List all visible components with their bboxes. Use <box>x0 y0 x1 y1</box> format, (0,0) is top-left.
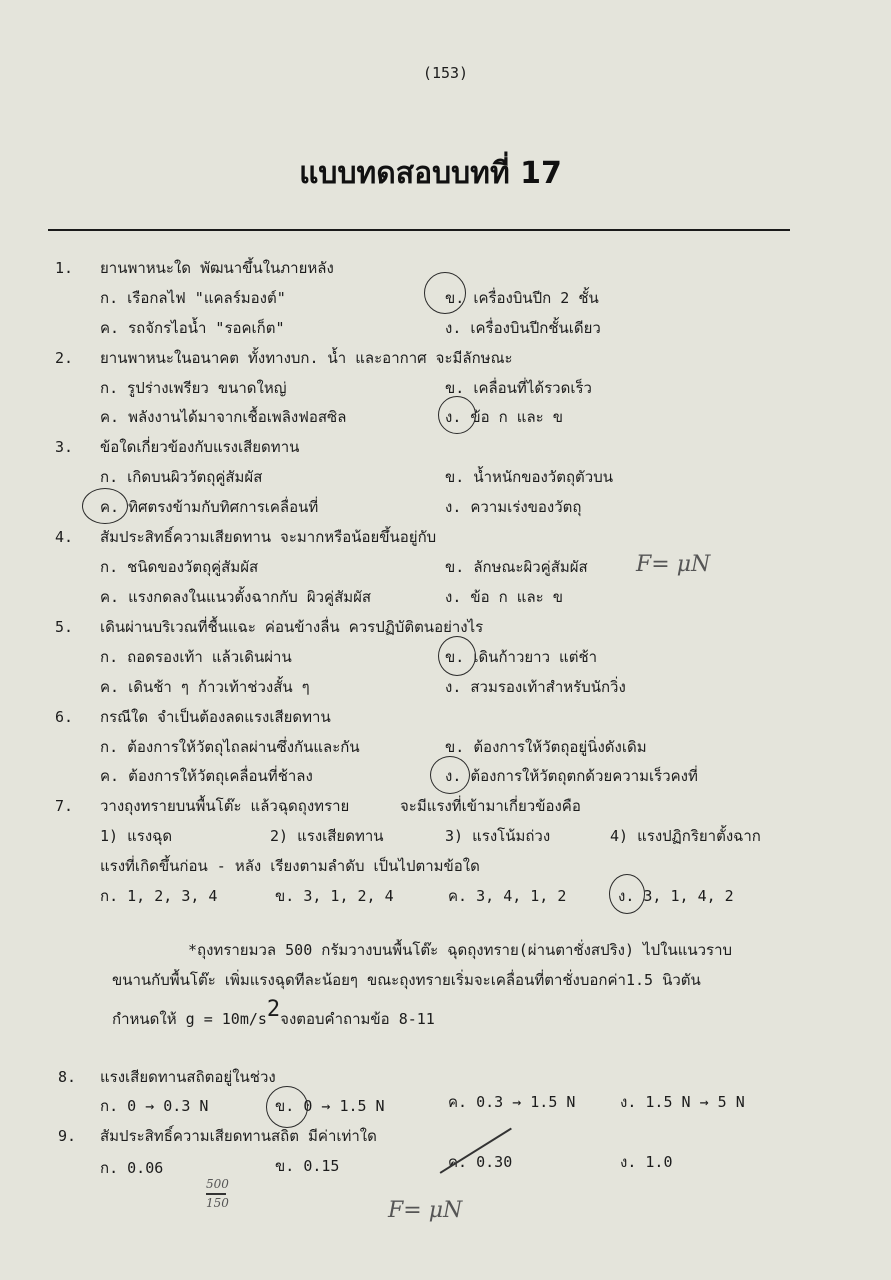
question-text: แรงเสียดทานสถิตอยู่ในช่วง <box>100 1068 276 1086</box>
question-number: 6. <box>55 708 74 726</box>
answer-circle-q1 <box>424 272 466 314</box>
question-number: 8. <box>58 1068 77 1086</box>
answer-circle-q6 <box>430 756 470 794</box>
choice-c: ค. 0.30 <box>448 1153 513 1171</box>
handwritten-fraction-bottom: 150 <box>206 1196 229 1210</box>
question-text: สัมประสิทธิ์ความเสียดทานสถิต มีค่าเท่าใด <box>100 1127 377 1145</box>
question-text-continued: จะมีแรงที่เข้ามาเกี่ยวข้องคือ <box>400 797 581 815</box>
question-number: 9. <box>58 1127 77 1145</box>
choice-c: ค. 0.3 → 1.5 N <box>448 1093 576 1111</box>
choice-b: ข. น้ำหนักของวัตถุตัวบน <box>445 468 613 486</box>
choice-c: ค. แรงกดลงในแนวตั้งฉากกับ ผิวคู่สัมผัส <box>100 588 372 606</box>
choice-a: ก. 0.06 <box>100 1159 164 1177</box>
choice-c: ค. 3, 4, 1, 2 <box>448 887 567 905</box>
choice-a: ก. ถอดรองเท้า แล้วเดินผ่าน <box>100 648 292 666</box>
choice-d: ง. ต้องการให้วัตถุตกด้วยความเร็วคงที่ <box>445 767 698 785</box>
choice-a: ก. เรือกลไฟ "แคลร์มองต์" <box>100 289 286 307</box>
choice-c: ค. พลังงานได้มาจากเชื้อเพลิงฟอสซิล <box>100 408 347 426</box>
choice-b: ข. เครื่องบินปีก 2 ชั้น <box>445 289 599 307</box>
note-line-1: *ถุงทรายมวล 500 กรัมวางบนพื้นโต๊ะ ฉุดถุงทราย(ผ่านตาชั่งสปริง) ไปในแนวราบ <box>188 941 733 959</box>
question-number: 5. <box>55 618 74 636</box>
question-number: 4. <box>55 528 74 546</box>
fraction-bar <box>206 1193 226 1195</box>
force-item-4: 4) แรงปฏิกริยาตั้งฉาก <box>610 827 761 845</box>
choice-d: ง. ข้อ ก และ ข <box>445 588 563 606</box>
note-line-3-start: กำหนดให้ g = 10m/s <box>112 1010 267 1028</box>
choice-b: ข. 3, 1, 2, 4 <box>275 887 394 905</box>
handwritten-formula-q4: F= μN <box>636 552 711 577</box>
question-number: 3. <box>55 438 74 456</box>
question-text: ยานพาหนะใด พัฒนาขึ้นในภายหลัง <box>100 259 334 277</box>
note-line-2: ขนานกับพื้นโต๊ะ เพิ่มแรงฉุดทีละน้อยๆ ขณะถุงทรายเริ่มจะเคลื่อนที่ตาชั่งบอกค่า1.5 นิวตัน <box>112 971 701 989</box>
choice-b: ข. เดินก้าวยาว แต่ช้า <box>445 648 598 666</box>
choice-d: ง. ข้อ ก และ ข <box>445 408 563 426</box>
answer-circle-q7 <box>609 874 645 914</box>
question-text: ยานพาหนะในอนาคต ทั้งทางบก. น้ำ และอากาศ จะมีลักษณะ <box>100 349 513 367</box>
question-text: วางถุงทรายบนพื้นโต๊ะ แล้วฉุดถุงทราย <box>100 797 350 815</box>
choice-a: ก. รูปร่างเพรียว ขนาดใหญ่ <box>100 379 287 397</box>
choice-d: ง. 1.5 N → 5 N <box>620 1093 745 1111</box>
answer-circle-q2 <box>438 396 476 434</box>
choice-d: ง. ความเร่งของวัตถุ <box>445 498 582 516</box>
choice-b: ข. ต้องการให้วัตถุอยู่นิ่งดังเดิม <box>445 738 647 756</box>
choice-c: ค. รถจักรไอน้ำ "รอคเก็ต" <box>100 319 285 337</box>
question-number: 7. <box>55 797 74 815</box>
choice-b: ข. ลักษณะผิวคู่สัมผัส <box>445 558 588 576</box>
choice-b: ข. เคลื่อนที่ได้รวดเร็ว <box>445 379 592 397</box>
question-number: 1. <box>55 259 74 277</box>
choice-b: ข. 0 → 1.5 N <box>275 1097 385 1115</box>
choice-c: ค. เดินช้า ๆ ก้าวเท้าช่วงสั้น ๆ <box>100 678 310 696</box>
note-line-3 <box>112 997 435 1029</box>
choice-a: ก. 1, 2, 3, 4 <box>100 887 218 905</box>
choice-a: ก. ต้องการให้วัตถุไถลผ่านซึ่งกันและกัน <box>100 738 360 756</box>
question-text: เดินผ่านบริเวณที่ชื้นแฉะ ค่อนข้างลื่น ควรปฏิบัติตนอย่างไร <box>100 618 484 636</box>
answer-circle-q8 <box>266 1086 308 1128</box>
force-item-2: 2) แรงเสียดทาน <box>270 827 384 845</box>
question-text: ข้อใดเกี่ยวข้องกับแรงเสียดทาน <box>100 438 300 456</box>
handwritten-formula-bottom: F= μN <box>388 1198 463 1223</box>
question-text: กรณีใด จำเป็นต้องลดแรงเสียดทาน <box>100 708 331 726</box>
title-divider <box>48 229 790 231</box>
question-subtext: แรงที่เกิดขึ้นก่อน - หลัง เรียงตามลำดับ เป็นไปตามข้อใด <box>100 857 480 875</box>
choice-a: ก. เกิดบนผิววัตถุคู่สัมผัส <box>100 468 263 486</box>
choice-d: ง. 1.0 <box>620 1153 673 1171</box>
choice-d: ง. สวมรองเท้าสำหรับนักวิ่ง <box>445 678 626 696</box>
force-item-1: 1) แรงฉุด <box>100 827 173 845</box>
choice-c: ค. ทิศตรงข้ามกับทิศการเคลื่อนที่ <box>100 498 319 516</box>
page-number: (153) <box>422 64 469 82</box>
question-text: สัมประสิทธิ์ความเสียดทาน จะมากหรือน้อยขึ้นอยู่กับ <box>100 528 437 546</box>
force-item-3: 3) แรงโน้มถ่วง <box>445 827 551 845</box>
answer-circle-q3 <box>82 488 128 524</box>
exponent: 2 <box>266 997 281 1022</box>
question-number: 2. <box>55 349 74 367</box>
answer-circle-q5 <box>438 636 476 676</box>
choice-c: ค. ต้องการให้วัตถุเคลื่อนที่ช้าลง <box>100 767 313 785</box>
page-title: แบบทดสอบบทที่ 17 <box>299 156 562 191</box>
choice-d: ง. 3, 1, 4, 2 <box>618 887 734 905</box>
note-line-3-end: จงตอบคำถามข้อ 8-11 <box>280 1010 435 1028</box>
choice-b: ข. 0.15 <box>275 1157 340 1175</box>
choice-d: ง. เครื่องบินปีกชั้นเดียว <box>445 319 601 337</box>
choice-a: ก. 0 → 0.3 N <box>100 1097 209 1115</box>
handwritten-fraction-top: 500 <box>206 1177 229 1191</box>
choice-a: ก. ชนิดของวัตถุคู่สัมผัส <box>100 558 259 576</box>
